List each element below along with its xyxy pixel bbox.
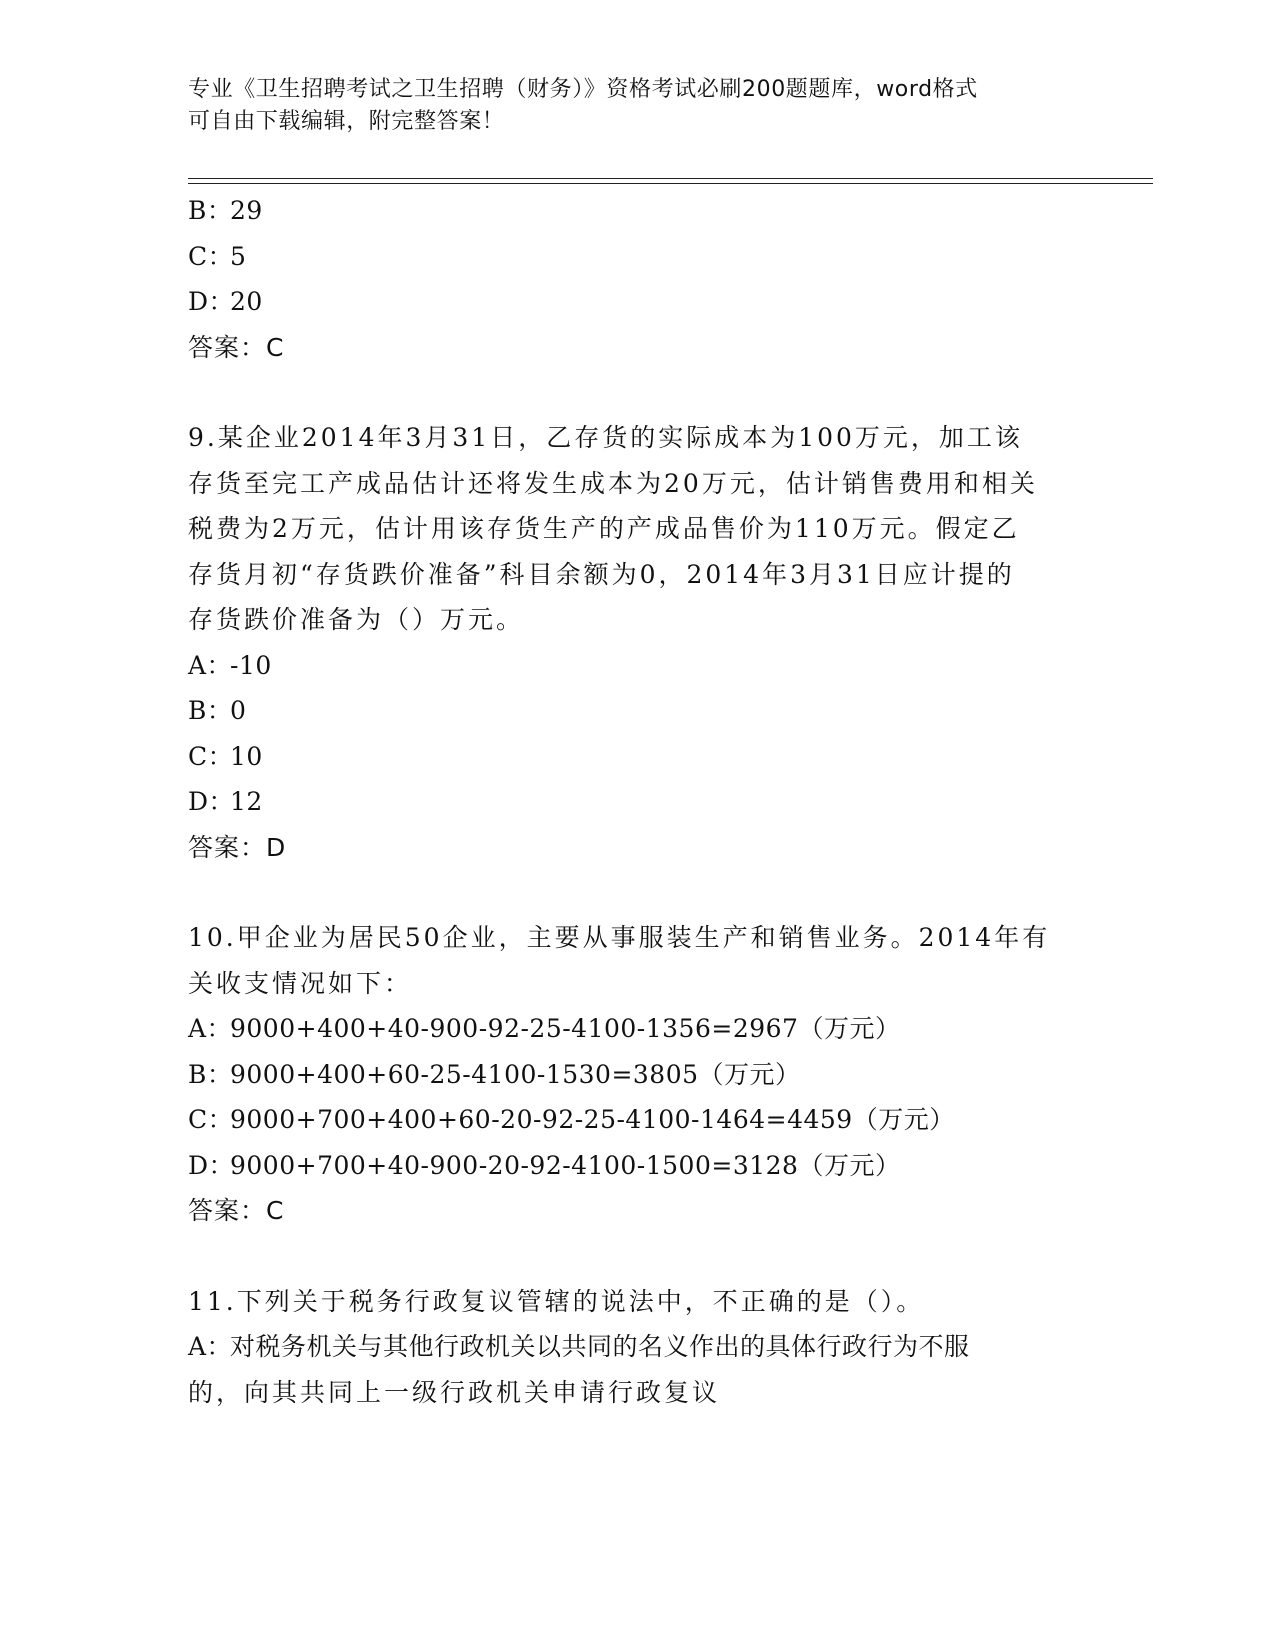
question-text-line: 10.甲企业为居民50企业，主要从事服装生产和销售业务。2014年有: [188, 923, 1051, 952]
option-d: D：9000+700+40-900-20-92-4100-1500=3128（万元）: [188, 1150, 901, 1180]
option-c: C：10: [188, 741, 263, 771]
document-body: [188, 188, 1088, 1415]
header-divider-top: [188, 178, 1153, 179]
question-text-line: 11.下列关于税务行政复议管辖的说法中，不正确的是（）。: [188, 1286, 925, 1316]
question-11: [188, 1279, 1088, 1416]
option-b: B：0: [188, 696, 247, 725]
question-10: [188, 915, 1088, 1234]
prev-question-tail: [188, 188, 1088, 370]
option-c: C：5: [188, 241, 247, 271]
question-text-line: 存货至完工产成品估计还将发生成本为20万元，估计销售费用和相关: [188, 468, 1038, 498]
question-text-line: 存货月初“存货跌价准备”科目余额为0，2014年3月31日应计提的: [188, 559, 1015, 589]
option-b: B：29: [188, 196, 263, 225]
answer-line: 答案：D: [188, 832, 287, 862]
answer-line: 答案：C: [188, 1196, 285, 1225]
option-c: C：9000+700+400+60-20-92-25-4100-1464=4459（万元）: [188, 1105, 955, 1134]
header-line-1: 专业《卫生招聘考试之卫生招聘（财务）》资格考试必刷200题题库，word格式: [188, 77, 978, 102]
header-line-2: 可自由下载编辑，附完整答案！: [188, 109, 505, 134]
option-a-continuation: 的，向其共同上一级行政机关申请行政复议: [188, 1377, 721, 1407]
option-a: A：9000+400+40-900-92-25-4100-1356=2967（万元）: [188, 1014, 901, 1043]
option-b: B：9000+400+60-25-4100-1530=3805（万元）: [188, 1059, 801, 1089]
page-header: [188, 74, 1088, 138]
question-text-line: 税费为2万元，估计用该存货生产的产成品售价为110万元。假定乙: [188, 514, 1020, 543]
question-text-line: 存货跌价准备为（）万元。: [188, 605, 525, 634]
answer-line: 答案：C: [188, 332, 285, 362]
option-d: D：20: [188, 287, 263, 316]
header-divider-bottom: [188, 183, 1153, 184]
question-text-line: 关收支情况如下：: [188, 968, 413, 998]
option-a: A：对税务机关与其他行政机关以共同的名义作出的具体行政行为不服: [188, 1332, 970, 1361]
question-9: [188, 415, 1088, 870]
option-a: A：-10: [188, 650, 272, 680]
option-d: D：12: [188, 787, 263, 816]
question-text-line: 9.某企业2014年3月31日，乙存货的实际成本为100万元，加工该: [188, 423, 1023, 452]
